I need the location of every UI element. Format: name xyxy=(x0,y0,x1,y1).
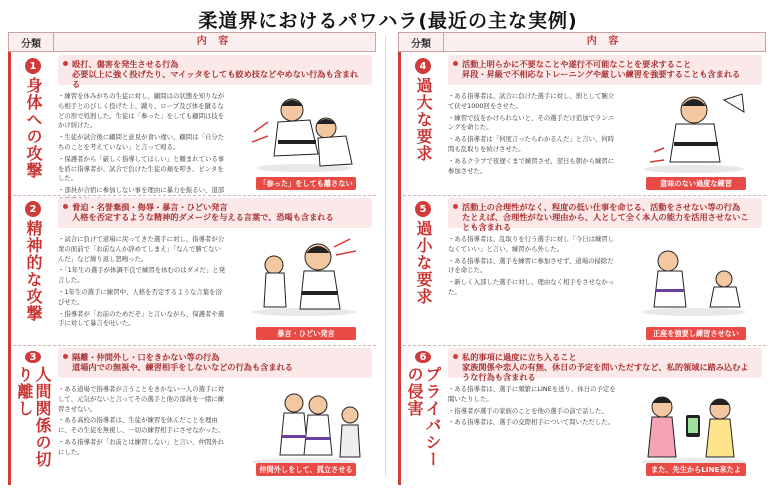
isolation-illustration xyxy=(234,385,372,467)
example-item: ・練習で技をかけられないと、その選手だけ追加でランニングを命じた。 xyxy=(448,113,615,132)
section-3 xyxy=(8,345,376,485)
category-cell xyxy=(398,52,445,195)
illustration-caption: 「参った」をしても離さない xyxy=(256,177,356,190)
category-number: 1 xyxy=(25,58,41,74)
example-item: ・ある指導者は、選手に頻繁にLINEを送り、休日の予定を聞いたりした。 xyxy=(448,385,616,403)
example-item: ・保護者から「厳しく指導してほしい」と頼まれている事を盾に指導者が、試合で負けた生徒の頬を叩き、ビンタをした。 xyxy=(58,154,225,183)
section-4 xyxy=(398,52,766,196)
category-number: 3 xyxy=(25,351,41,363)
category-cell xyxy=(398,195,445,345)
right-column xyxy=(398,32,766,480)
illustration-caption: 意味のない過度な練習 xyxy=(646,177,746,190)
example-item: ・ある指導者は、選手の交際相手について問いただした。 xyxy=(448,418,615,427)
column-divider xyxy=(385,36,386,476)
verbal-abuse-illustration xyxy=(234,235,372,317)
example-item: ・「1年生の選手が体調不良で練習を休むのはダメだ」と発言した。 xyxy=(58,266,226,285)
category-label: 身体への攻撃 xyxy=(24,77,43,179)
section-headline: 活動上の合理性がなく、程度の低い仕事を命じる、活動をさせない等の行為 たとえば、合理性がない理由から、人として全く本人の能力を活用させないことも含まれる xyxy=(448,198,762,228)
example-item: ・ある指導者は、乱取りを行う選手に対し「今日は練習しなくていい」と言い、練習から外した。 xyxy=(448,235,615,253)
example-item: ・部員が合宿に参加しない事を理由に暴力を振るい、退部 xyxy=(58,186,225,195)
illustration-caption: 仲間外しをして、孤立させる xyxy=(256,463,356,476)
section-headline: 脅迫・名誉棄損・侮辱・暴言・ひどい発言 人格を否定するような精神的ダメージを与える言葉で、恐喝も含まれる xyxy=(58,198,372,228)
example-item: ・ある指導者が「お前とは練習しない」と言い、仲間外れにした。 xyxy=(58,437,225,456)
example-item: ・ある指導者は「何度言ったらわかるんだ」と言い、何時間も乱取りを続けさせた。 xyxy=(448,135,615,153)
section-headline: 殴打、傷害を発生させる行為 必要以上に強く投げたり、マイッタをしても絞め技などやめない行為も含まれる xyxy=(58,55,372,85)
section-1 xyxy=(8,52,376,196)
section-headline: 私的事項に過度に立ち入ること 家族関係や恋人の有無、休日の予定を問いただすなど、私的領域に踏み込むような行為も含まれる xyxy=(448,348,762,378)
table-header xyxy=(398,32,766,52)
table-header xyxy=(8,32,376,52)
example-item: ・ある高校の指導者は、生徒が練習を休んだことを理由に、その生徒を無視し、一切の練習相手にさせなかった。 xyxy=(58,416,225,435)
example-item: ・ある指導者は、試合に負けた選手に対し、罰として腕立て伏せ1000回をさせた。 xyxy=(448,92,615,110)
forced-seiza-illustration xyxy=(624,235,762,317)
example-item: ・指導者が「お前のためだぞ」と言いながら、保護者や選手に対して暴言を吐いた。 xyxy=(58,309,225,328)
category-label: 人間関係の切り離し xyxy=(15,366,52,469)
category-cell xyxy=(8,195,55,345)
excessive-training-illustration xyxy=(624,92,762,174)
category-number: 2 xyxy=(25,201,41,217)
section-6 xyxy=(398,345,766,485)
example-item: ・試合に負けて道場に戻ってきた選手に対し、指導者が公衆の面前で「お前なんか辞めてしまえ」「なんで勝てないんだ」など繰り返し怒鳴った。 xyxy=(58,235,225,263)
section-5 xyxy=(398,195,766,346)
illustration-caption: 暴言・ひどい発言 xyxy=(256,327,356,340)
header-category: 分類 xyxy=(399,33,444,51)
example-list xyxy=(448,385,616,430)
example-list xyxy=(448,235,616,300)
category-number: 5 xyxy=(415,201,431,217)
section-2 xyxy=(8,195,376,346)
category-label: 過大な要求 xyxy=(414,77,433,162)
judo-throw-illustration xyxy=(234,92,372,174)
example-item: ・ある指導者は、選手を練習に参加させず、道場の掃除だけを命じた。 xyxy=(448,256,614,275)
header-content: 内 容 xyxy=(196,36,233,47)
line-messages-illustration xyxy=(624,385,762,467)
category-label: 精神的な攻撃 xyxy=(24,220,43,322)
illustration-caption: 正座を強要し練習させない xyxy=(646,327,746,340)
header-content: 内 容 xyxy=(586,36,623,47)
example-item: ・生徒が試合後に顧問と意見が食い違い、顧問は「自分たちのことを考えていない」と言って殴る。 xyxy=(58,133,225,151)
example-list xyxy=(58,235,226,331)
illustration-caption: また、先生からLINE来たよ xyxy=(646,463,746,476)
category-label: プライバシーの侵害 xyxy=(405,366,442,469)
example-item: ・ある道場で指導者が言うことをきかない一人の選手に対して、元気がないと言ってその選手と他の部員を一緒に練習させない。 xyxy=(58,385,225,413)
section-headline: 隔離・仲間外し・口をきかない等の行為 道場内での無視や、練習相手をしないなどの行為も含まれる xyxy=(58,348,372,378)
example-item: ・練習を休みがちの生徒に対し、顧問はの状態を知りながら相手とのびしく投げた上、蹴り、ロープ及び体を蹴るなどの形で処罰した。生徒は「参った」をしても顧問は技をかけ続けた。 xyxy=(58,92,225,130)
category-cell xyxy=(8,345,55,485)
left-column xyxy=(8,32,376,480)
category-label: 過小な要求 xyxy=(414,220,433,305)
category-number: 6 xyxy=(415,351,431,363)
example-item: ・新しく入部した選手に対し、理由なく相手をさせなかった。 xyxy=(448,278,615,296)
category-number: 4 xyxy=(415,58,431,74)
example-item: ・あるクラブで夜遅くまで練習させ、翌日も朝から練習に参加させた。 xyxy=(448,156,615,175)
category-cell xyxy=(398,345,445,485)
example-list xyxy=(58,385,226,460)
section-headline: 活動上明らかに不要なことや遂行不可能なことを要求すること 昇段・昇級で不相応なトレーニングや厳しい練習を強要することも含まれる xyxy=(448,55,762,85)
page-title: 柔道界におけるパワハラ(最近の主な実例) xyxy=(198,10,578,32)
example-list xyxy=(448,92,616,178)
example-item: ・1年生の選手に練習中、人格を否定するような言葉を浴びせた。 xyxy=(58,287,222,306)
example-list xyxy=(58,92,226,208)
category-cell xyxy=(8,52,55,195)
example-item: ・指導者が選手の家族のことを他の選手の前で話した。 xyxy=(448,406,608,415)
header-category: 分類 xyxy=(9,33,54,51)
